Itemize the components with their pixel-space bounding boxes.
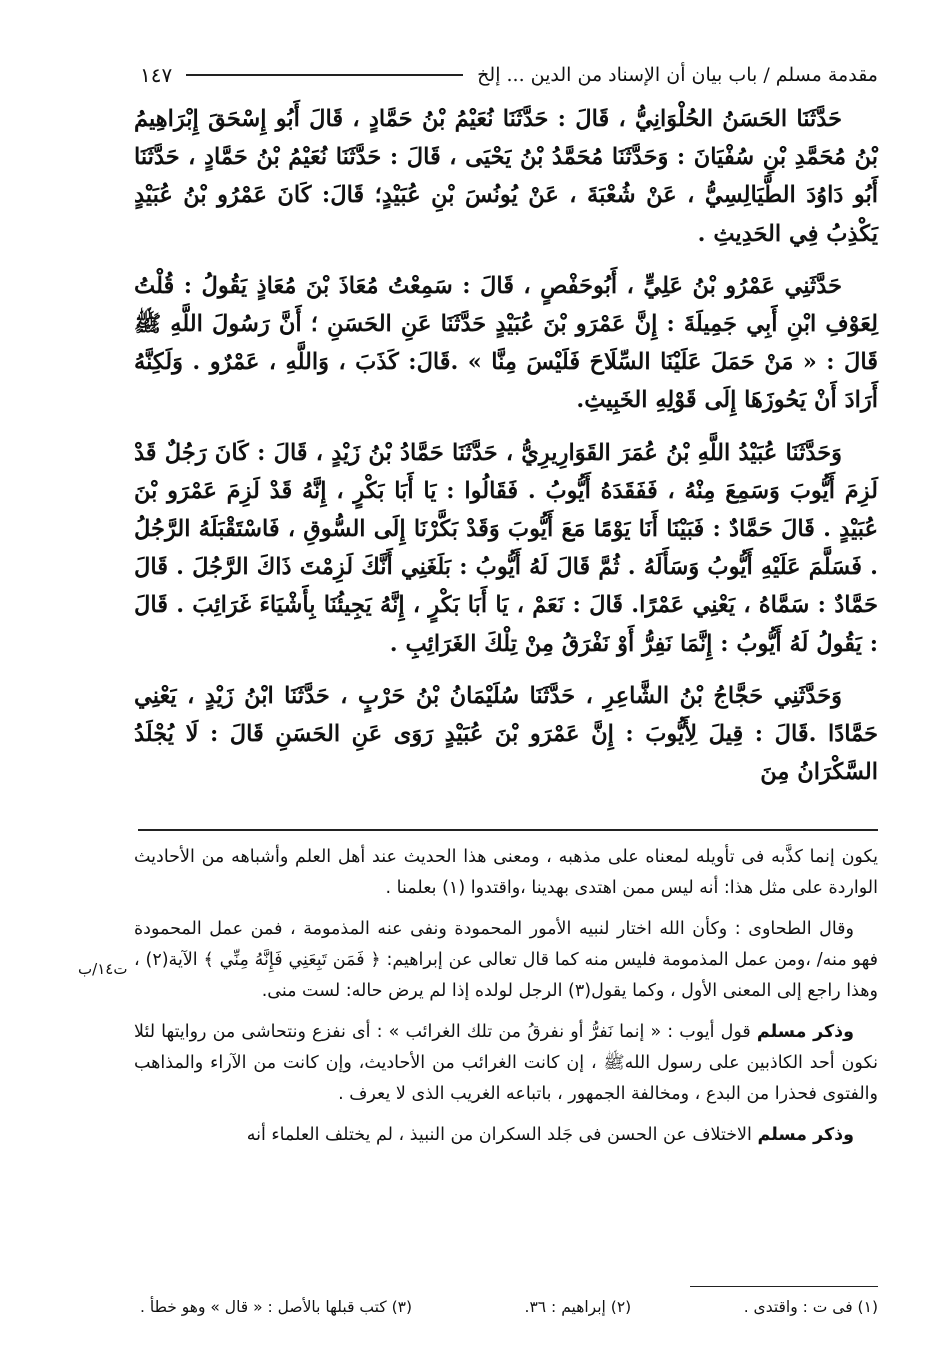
commentary-lead: وذكر مسلم [757,1125,854,1145]
footnotes [140,1292,878,1322]
commentary-text [134,842,878,1161]
commentary-body: الاختلاف عن الحسن فى جَلد السكران من النبيذ ، لم يختلف العلماء أنه [246,1125,752,1145]
header-rule [186,74,463,76]
footnote: (٢) إبراهيم : ٣٦. [524,1298,632,1316]
commentary-paragraph: وقال الطحاوى : وكأن الله اختار لنبيه الأمور المحمودة ونفى عنه المذمومة ، فمن عمل المحمودة فهو منه/ ،ومن عمل المذمومة فليس منه كما قال تعالى عن إبراهيم: ﴿ فَمَن تَبِعَنِي فَإِنَّهُ مِنِّي ﴾ الآية(٢) ، وهذا راجع إلى المعنى الأول ، وكما يقول(٣) الرجل لولده إذا لم يرض حاله: لست منى. [134,919,878,1001]
commentary-paragraph [134,1120,878,1151]
commentary-paragraph: يكون إنما كذَّبه فى تأويله لمعناه على مذهبه ، ومعنى هذا الحديث عند أهل العلم وأشباهه من الأحاديث الواردة على مثل هذا: أنه ليس ممن اهتدى بهدينا ،واقتدوا (١) بعلمنا . [134,847,878,898]
hadith-paragraph: حَدَّثَنَا الحَسَنُ الحُلْوَانِيُّ ، قَالَ : حَدَّثَنَا نُعَيْمُ بْنُ حَمَّادٍ ، قَالَ أَبُو إِسْحَقَ إِبْرَاهِيمُ بْنُ مُحَمَّدِ بْنِ سُفْيَانَ : وَحَدَّثَنَا مُحَمَّدُ بْنُ يَحْيَى ، قَالَ : حَدَّثَنَا نُعَيْمُ بْنُ حَمَّادٍ ، حَدَّثَنَا أَبُو دَاوُدَ الطَّيَالِسِيُّ ، عَنْ شُعْبَةَ ، عَنْ يُونُسَ بْنِ عُبَيْدٍ؛ قَالَ: كَانَ عَمْرُو بْنُ عُبَيْدٍ يَكْذِبُ فِي الحَدِيثِ . [134,106,878,247]
page-number: ١٤٧ [140,63,173,87]
hadith-text [134,100,878,805]
page-header [140,58,878,92]
commentary-lead: وذكر مسلم [756,1022,854,1042]
footnote: (٣) كتب قبلها بالأصل : « قال » وهو خطأ . [140,1298,413,1316]
commentary-paragraph [134,1017,878,1110]
footnote-rule [690,1286,878,1287]
footnote: (١) فى ت : واقتدى . [743,1298,878,1316]
hadith-paragraph: حَدَّثَنِي عَمْرُو بْنُ عَلِيٍّ ، أَبُوحَفْصٍ ، قَالَ : سَمِعْتُ مُعَاذَ بْنَ مُعَاذٍ يَقُولُ : قُلْتُ لِعَوْفِ ابْنِ أَبِي جَمِيلَةَ : إِنَّ عَمْرَو بْنَ عُبَيْدٍ حَدَّثَنَا عَنِ الحَسَنِ ؛ أَنَّ رَسُولَ اللَّهِ ﷺ قَالَ : « مَنْ حَمَلَ عَلَيْنَا السِّلَاحَ فَلَيْسَ مِنَّا » .قَالَ: كَذَبَ ، وَاللَّهِ ، عَمْرٌو . وَلَكِنَّهُ أَرَادَ أَنْ يَحُوزَهَا إِلَى قَوْلِهِ الخَبِيثِ. [134,272,878,414]
commentary-body: قول أيوب : « إنما نَفرُّ أو نفرقُ من تلك الغرائب » : أى نفزع ونتحاشى من روايتها لئلا نكون أحد الكاذبين على رسول اللهﷺ ، إن كانت الغرائب من الأحاديث، وإن كانت من الآراء والمذاهب والفتوى فحذرا من البدع ، ومخالفة الجمهور ، باتباعه الغريب الذى لا يعرف . [134,1022,878,1104]
commentary-separator [138,829,878,831]
manuscript-margin-note: ت١٤/ب [78,960,128,978]
hadith-paragraph: وَحَدَّثَنِي حَجَّاجُ بْنُ الشَّاعِرِ ، حَدَّثَنَا سُلَيْمَانُ بْنُ حَرْبٍ ، حَدَّثَنَا ابْنُ زَيْدٍ ، يَعْنِي حَمَّادًا .قَالَ : قِيلَ لِأَيُّوبَ : إِنَّ عَمْرَو بْنَ عُبَيْدٍ رَوَى عَنِ الحَسَنِ قَالَ : لَا يُجْلَدُ السَّكْرَانُ مِنَ [134,682,878,786]
running-title: مقدمة مسلم / باب بيان أن الإسناد من الدين ... إلخ [477,64,878,86]
hadith-paragraph: وَحَدَّثَنَا عُبَيْدُ اللَّهِ بْنُ عُمَرَ القَوَارِيرِيُّ ، حَدَّثَنَا حَمَّادُ بْنُ زَيْدٍ ، قَالَ : كَانَ رَجُلٌ قَدْ لَزِمَ أَيُّوبَ وَسَمِعَ مِنْهُ ، فَفَقَدَهُ أَيُّوبُ . فَقَالُوا : يَا أَبَا بَكْرٍ ، إِنَّهُ قَدْ لَزِمَ عَمْرَو بْنَ عُبَيْدٍ . قَالَ حَمَّادٌ : فَبَيْنَا أَنَا يَوْمًا مَعَ أَيُّوبَ وَقَدْ بَكَّرْنَا إِلَى السُّوقِ ، فَاسْتَقْبَلَهُ الرَّجُلُ . فَسَلَّمَ عَلَيْهِ أَيُّوبُ وَسَأَلَهُ . ثُمَّ قَالَ لَهُ أَيُّوبُ : بَلَغَنِي أَنَّكَ لَزِمْتَ ذَاكَ الرَّجُلَ . قَالَ حَمَّادٌ : سَمَّاهُ ، يَعْنِي عَمْرًا. قَالَ : نَعَمْ ، يَا أَبَا بَكْرٍ ، إِنَّهُ يَجِيئُنَا بِأَشْيَاءَ غَرَائِبَ . قَالَ : يَقُولُ لَهُ أَيُّوبُ : إِنَّمَا نَفِرُّ أَوْ نَفْرَقُ مِنْ تِلْكَ الغَرَائِبِ . [134,439,878,657]
